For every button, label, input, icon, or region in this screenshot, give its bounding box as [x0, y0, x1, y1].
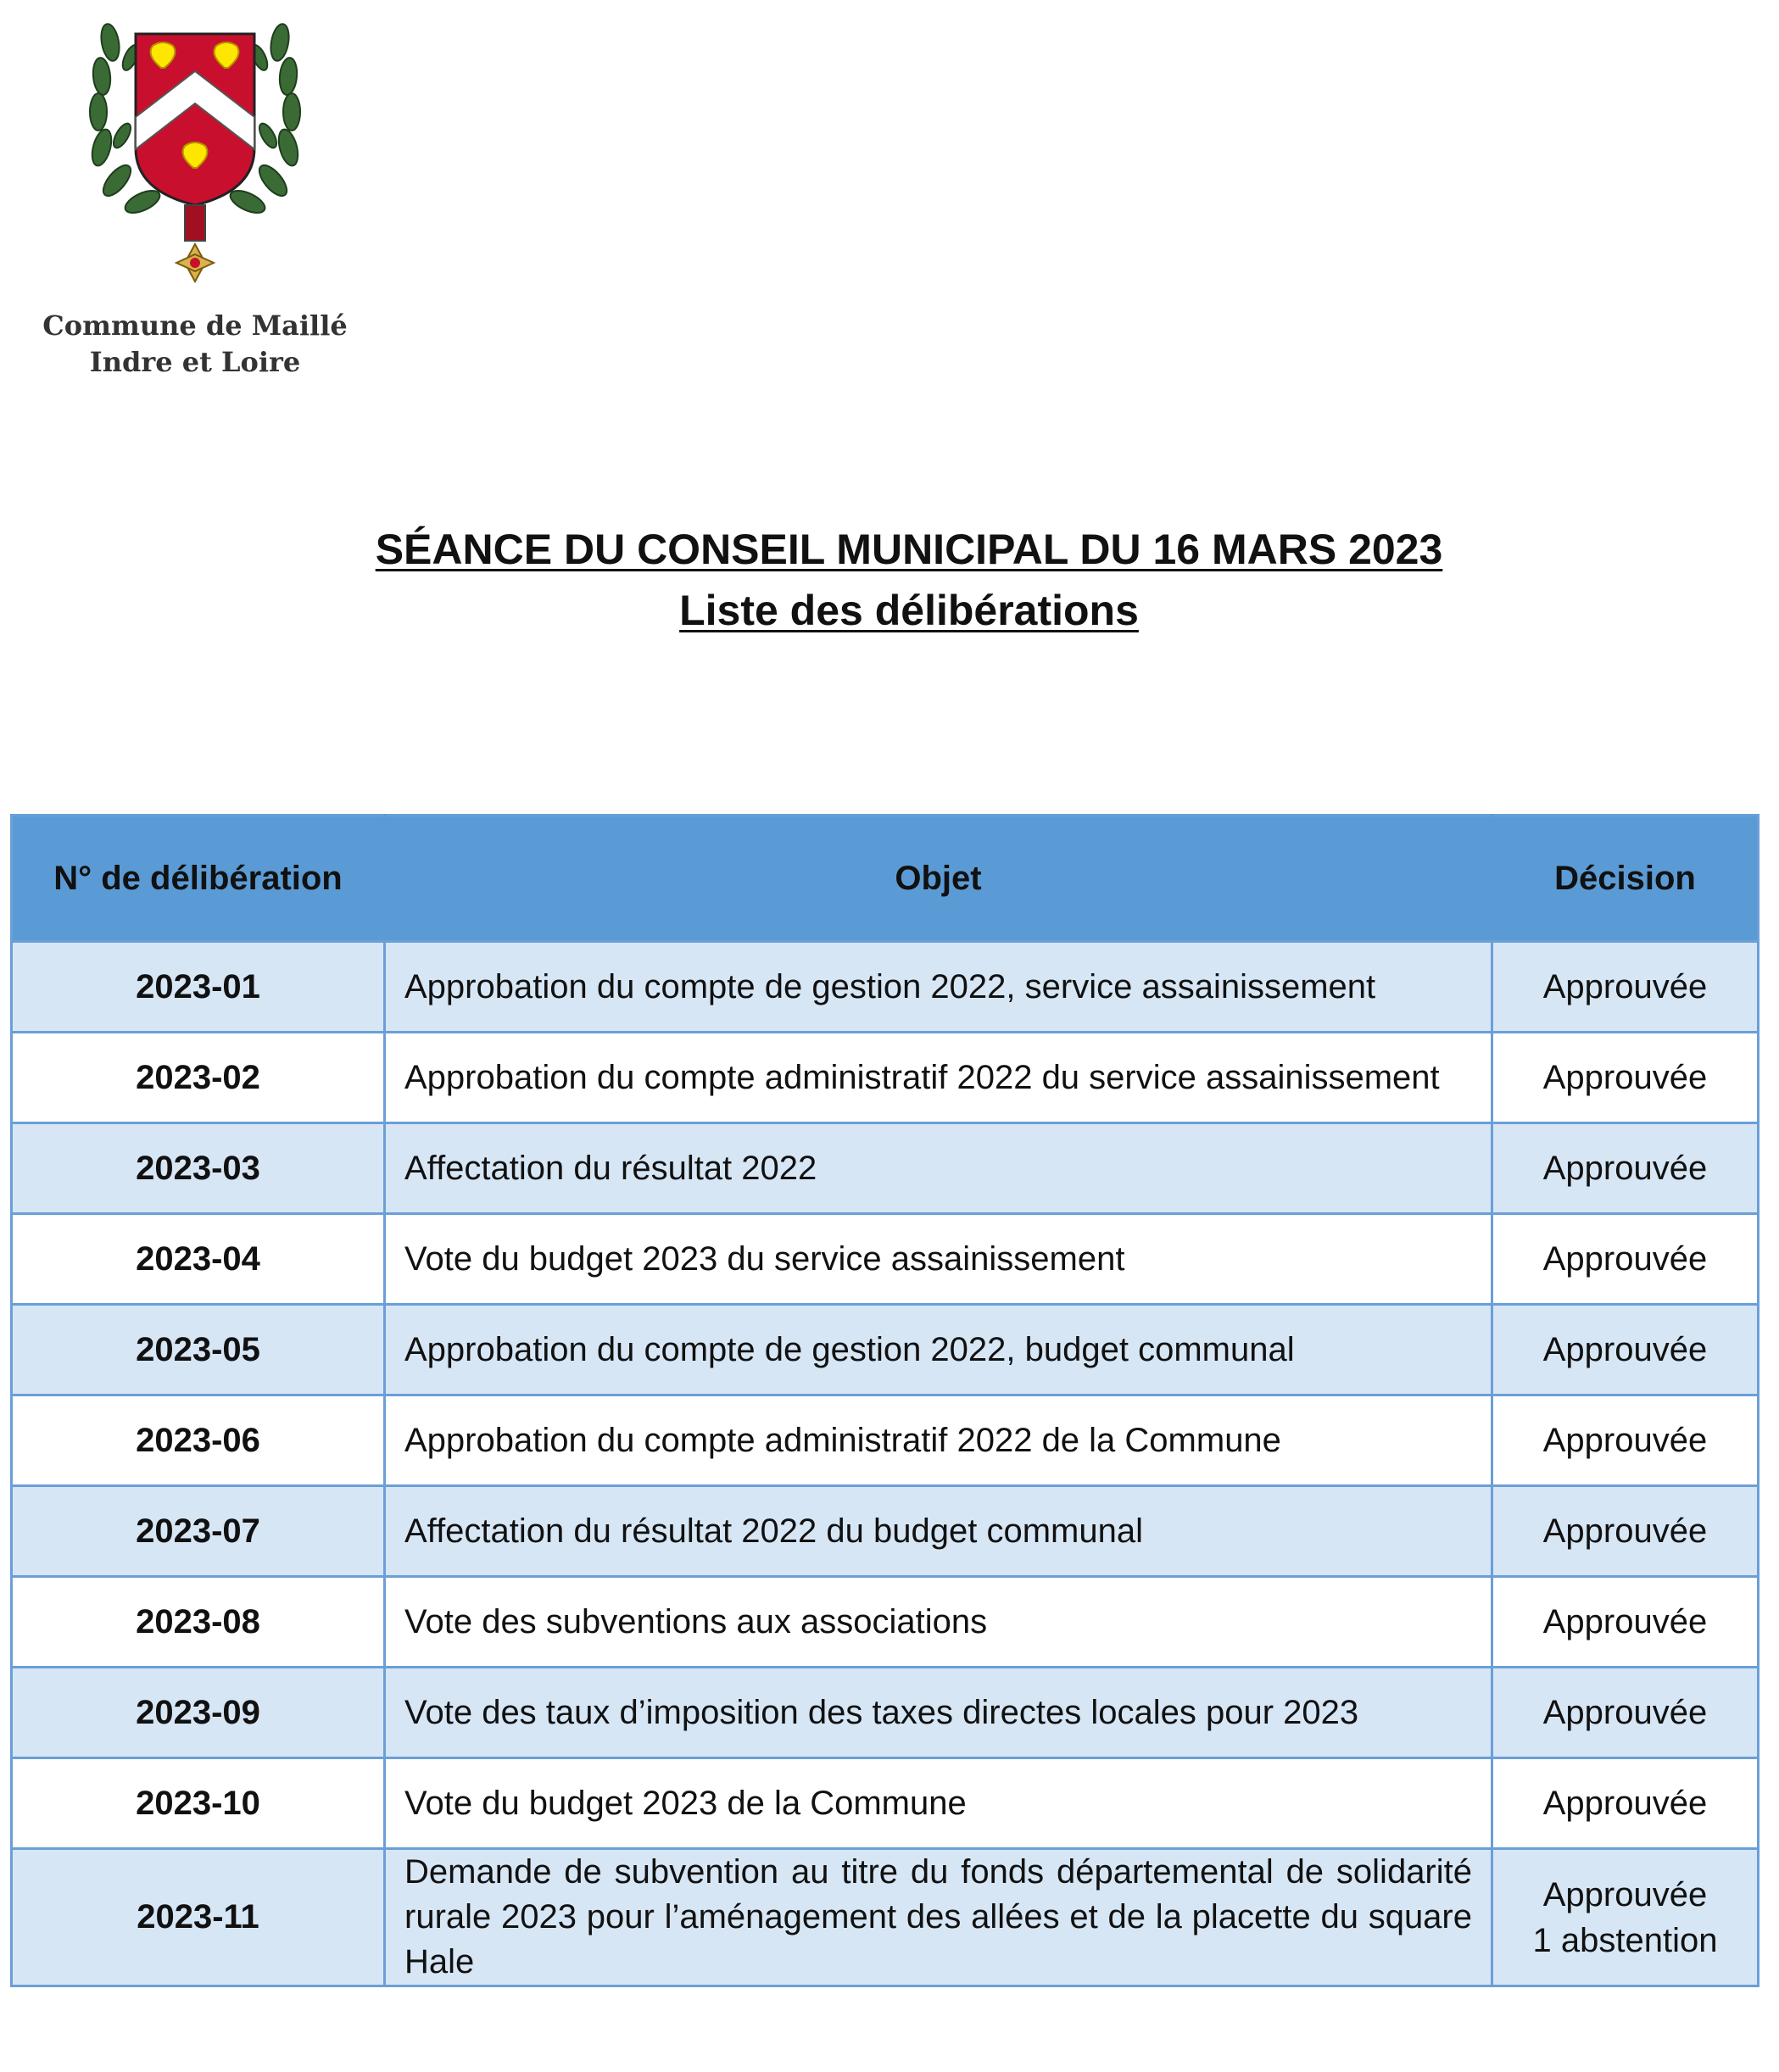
deliberation-decision: Approuvée: [1492, 1395, 1759, 1486]
deliberation-decision: Approuvée: [1492, 1577, 1759, 1668]
deliberation-number: 2023-10: [12, 1758, 385, 1849]
deliberation-object: Vote des subventions aux associations: [385, 1577, 1492, 1668]
deliberation-object: Approbation du compte de gestion 2022, service assainissement: [385, 942, 1492, 1033]
commune-region: Indre et Loire: [89, 346, 301, 378]
deliberation-object: Demande de subvention au titre du fonds départemental de solidarité rurale 2023 pour l’aménagement des allées et de la placette du square Hale: [385, 1849, 1492, 1986]
deliberation-number: 2023-09: [12, 1668, 385, 1758]
table-row: [12, 1395, 1759, 1486]
table-row: [12, 1758, 1759, 1849]
deliberations-table: [10, 814, 1759, 1987]
deliberation-decision: Approuvée: [1542, 1875, 1708, 1913]
deliberation-number: 2023-01: [12, 942, 385, 1033]
deliberation-decision: Approuvée: [1492, 1668, 1759, 1758]
table-row: [12, 1123, 1759, 1214]
deliberation-number: 2023-02: [12, 1033, 385, 1123]
commune-logo: [34, 8, 356, 382]
table-row: [12, 1305, 1759, 1395]
table-row: [12, 1033, 1759, 1123]
deliberation-decision: Approuvée: [1492, 1214, 1759, 1305]
deliberation-number: 2023-04: [12, 1214, 385, 1305]
deliberation-decision-note: 1 abstention: [1532, 1921, 1718, 1959]
deliberation-object: Vote du budget 2023 du service assainissement: [385, 1214, 1492, 1305]
commune-name: Commune de Maillé: [42, 309, 348, 342]
table-row: [12, 1486, 1759, 1577]
deliberation-number: 2023-06: [12, 1395, 385, 1486]
deliberation-decision-cell: [1492, 1849, 1759, 1986]
deliberation-number: 2023-05: [12, 1305, 385, 1395]
page-subtitle: Liste des délibérations: [679, 587, 1139, 634]
deliberation-object: Vote du budget 2023 de la Commune: [385, 1758, 1492, 1849]
table-row: [12, 1577, 1759, 1668]
deliberation-object: Affectation du résultat 2022: [385, 1123, 1492, 1214]
deliberation-number: 2023-08: [12, 1577, 385, 1668]
table-row: [12, 942, 1759, 1033]
deliberation-number: 2023-03: [12, 1123, 385, 1214]
deliberation-decision: Approuvée: [1492, 1486, 1759, 1577]
deliberation-object: Approbation du compte de gestion 2022, budget communal: [385, 1305, 1492, 1395]
deliberation-object: Approbation du compte administratif 2022 du service assainissement: [385, 1033, 1492, 1123]
page-title: SÉANCE DU CONSEIL MUNICIPAL DU 16 MARS 2023: [375, 526, 1443, 573]
column-header-decision: Décision: [1492, 816, 1759, 942]
deliberation-decision: Approuvée: [1492, 1305, 1759, 1395]
column-header-number: N° de délibération: [12, 816, 385, 942]
deliberation-number: 2023-07: [12, 1486, 385, 1577]
deliberation-object: Approbation du compte administratif 2022 de la Commune: [385, 1395, 1492, 1486]
table-row: [12, 1668, 1759, 1758]
deliberation-decision: Approuvée: [1492, 1123, 1759, 1214]
document-title-block: [0, 519, 1779, 641]
deliberation-decision: Approuvée: [1492, 1758, 1759, 1849]
deliberation-object: Vote des taux d’imposition des taxes directes locales pour 2023: [385, 1668, 1492, 1758]
deliberation-object: Affectation du résultat 2022 du budget communal: [385, 1486, 1492, 1577]
table-header-row: [12, 816, 1759, 942]
table-row: [12, 1849, 1759, 1986]
coat-of-arms-icon: [68, 8, 322, 305]
column-header-object: Objet: [385, 816, 1492, 942]
table-row: [12, 1214, 1759, 1305]
deliberation-decision: Approuvée: [1492, 1033, 1759, 1123]
deliberation-number: 2023-11: [12, 1849, 385, 1986]
deliberation-decision: Approuvée: [1492, 942, 1759, 1033]
